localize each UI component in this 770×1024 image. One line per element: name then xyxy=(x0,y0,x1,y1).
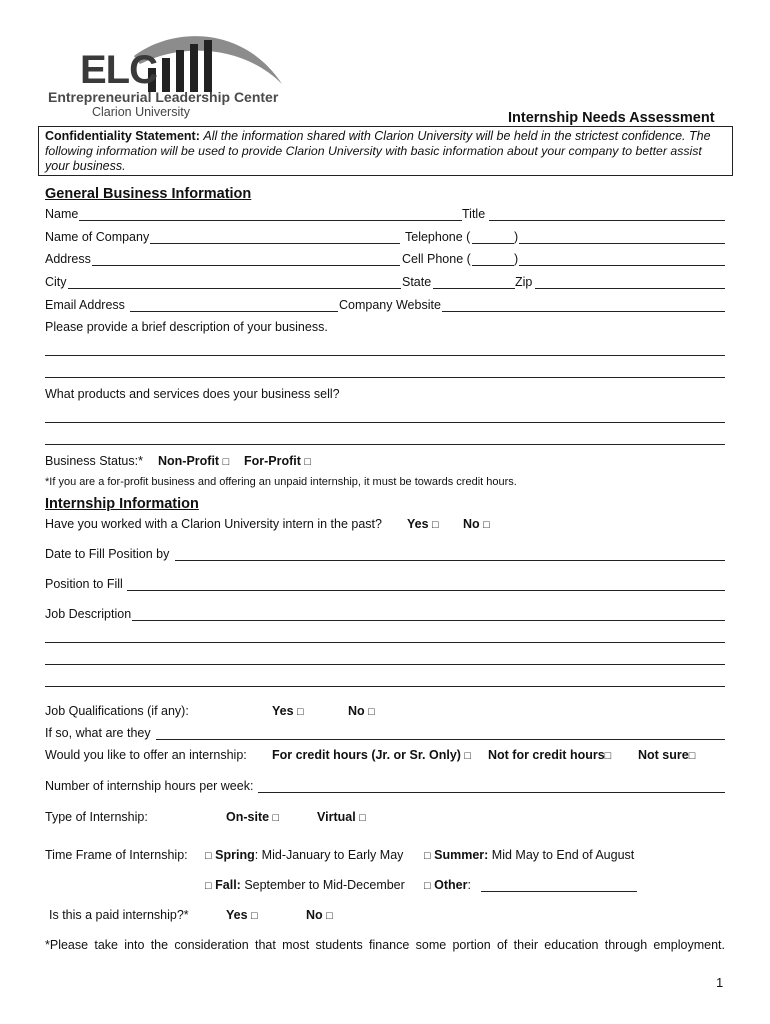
fall-text: September to Mid-December xyxy=(240,878,405,892)
general-heading: General Business Information xyxy=(45,186,252,202)
footnote: *Please take into the consideration that most students finance some portion of their education through employment. xyxy=(45,938,725,952)
business-description-line-1[interactable] xyxy=(45,355,725,356)
summer-option[interactable] xyxy=(424,848,634,862)
other-colon: : xyxy=(467,878,471,892)
not-credit-label: Not for credit hours xyxy=(488,748,605,762)
paid-internship-label: Is this a paid internship?* xyxy=(49,908,189,922)
other-label: Other xyxy=(434,878,468,892)
nonprofit-option[interactable] xyxy=(158,454,229,468)
paid-no-label: No xyxy=(306,908,323,922)
fall-option[interactable] xyxy=(205,878,405,892)
email-field[interactable] xyxy=(130,311,338,312)
telephone-paren-close: ) xyxy=(514,230,519,244)
confidentiality-text-1: All the information shared with Clarion University will be held in the strictest confidence. The xyxy=(203,129,711,143)
website-field[interactable] xyxy=(442,311,725,312)
state-field[interactable] xyxy=(433,288,515,289)
name-field[interactable] xyxy=(79,220,462,221)
paid-no-checkbox[interactable]: □ xyxy=(326,910,333,922)
virtual-label: Virtual xyxy=(317,810,356,824)
qualifications-yes-label: Yes xyxy=(272,704,294,718)
business-status-label: Business Status:* xyxy=(45,454,143,468)
telephone-label: Telephone ( xyxy=(405,230,471,244)
zip-field[interactable] xyxy=(535,288,725,289)
business-description-line-2[interactable] xyxy=(45,377,725,378)
qualifications-yes-option[interactable] xyxy=(272,704,304,718)
qualifications-field[interactable] xyxy=(156,739,725,740)
internship-heading: Internship Information xyxy=(45,496,199,512)
city-label: City xyxy=(45,275,67,289)
credit-hours-checkbox[interactable]: □ xyxy=(464,750,472,762)
other-checkbox[interactable]: □ xyxy=(424,880,431,892)
offer-internship-label: Would you like to offer an internship: xyxy=(45,748,247,762)
cell-area-code-field[interactable] xyxy=(472,265,514,266)
cell-paren-close: ) xyxy=(514,252,519,266)
position-to-fill-field[interactable] xyxy=(127,590,725,591)
telephone-area-code-field[interactable] xyxy=(472,243,514,244)
credit-hours-option[interactable] xyxy=(272,748,471,762)
onsite-option[interactable] xyxy=(226,810,279,824)
telephone-field[interactable] xyxy=(519,243,725,244)
university-name: Clarion University xyxy=(92,105,190,119)
logo-abbrev: ELC xyxy=(80,48,157,92)
paid-yes-option[interactable] xyxy=(226,908,258,922)
spring-label: Spring xyxy=(215,848,255,862)
confidentiality-line-1 xyxy=(45,129,711,143)
spring-option[interactable] xyxy=(205,848,403,862)
hours-per-week-label: Number of internship hours per week: xyxy=(45,779,254,793)
confidentiality-label: Confidentiality Statement: xyxy=(45,129,200,143)
worked-no-label: No xyxy=(463,517,480,531)
zip-label: Zip xyxy=(515,275,533,289)
position-to-fill-label: Position to Fill xyxy=(45,577,123,591)
city-field[interactable] xyxy=(68,288,401,289)
worked-no-checkbox[interactable]: □ xyxy=(483,519,490,531)
other-option[interactable] xyxy=(424,878,471,892)
nonprofit-label: Non-Profit xyxy=(158,454,220,468)
date-to-fill-field[interactable] xyxy=(175,560,725,561)
page-number: 1 xyxy=(716,975,724,990)
onsite-label: On-site xyxy=(226,810,270,824)
state-label: State xyxy=(402,275,432,289)
other-field[interactable] xyxy=(481,891,637,892)
cell-phone-label: Cell Phone ( xyxy=(402,252,471,266)
worked-no-option[interactable] xyxy=(463,517,490,531)
logo xyxy=(44,28,294,120)
spring-checkbox[interactable]: □ xyxy=(205,850,212,862)
email-label: Email Address xyxy=(45,298,125,312)
job-qualifications-label: Job Qualifications (if any): xyxy=(45,704,189,718)
form-title: Internship Needs Assessment xyxy=(508,110,715,126)
qualifications-no-option[interactable] xyxy=(348,704,375,718)
products-line-1[interactable] xyxy=(45,422,725,423)
hours-per-week-field[interactable] xyxy=(258,792,725,793)
not-credit-option[interactable] xyxy=(488,748,611,762)
paid-yes-checkbox[interactable]: □ xyxy=(251,910,258,922)
virtual-option[interactable] xyxy=(317,810,366,824)
not-sure-option[interactable] xyxy=(638,748,695,762)
forprofit-label: For-Profit xyxy=(244,454,301,468)
fall-checkbox[interactable]: □ xyxy=(205,880,212,892)
if-so-label: If so, what are they xyxy=(45,726,151,740)
address-label: Address xyxy=(45,252,91,266)
address-field[interactable] xyxy=(92,265,400,266)
not-sure-checkbox[interactable]: □ xyxy=(688,750,696,762)
qualifications-no-label: No xyxy=(348,704,365,718)
date-to-fill-label: Date to Fill Position by xyxy=(45,547,170,561)
worked-yes-label: Yes xyxy=(407,517,429,531)
onsite-checkbox[interactable]: □ xyxy=(272,812,280,824)
website-label: Company Website xyxy=(339,298,441,312)
org-name: Entrepreneurial Leadership Center xyxy=(48,89,279,105)
worked-yes-option[interactable] xyxy=(407,517,439,531)
summer-checkbox[interactable]: □ xyxy=(424,850,431,862)
spring-text: : Mid-January to Early May xyxy=(254,848,404,862)
job-description-line-3[interactable] xyxy=(45,664,725,665)
qualifications-yes-checkbox[interactable]: □ xyxy=(297,706,304,718)
title-label: Title xyxy=(462,207,486,221)
confidentiality-text-3: your business. xyxy=(45,159,126,173)
virtual-checkbox[interactable]: □ xyxy=(359,812,366,824)
credit-hours-label: For credit hours (Jr. or Sr. Only) xyxy=(272,748,461,762)
company-field[interactable] xyxy=(150,243,400,244)
summer-label: Summer: xyxy=(434,848,489,862)
forprofit-checkbox[interactable]: □ xyxy=(304,456,312,468)
business-description-label: Please provide a brief description of your business. xyxy=(45,320,328,334)
company-label: Name of Company xyxy=(45,230,150,244)
products-label: What products and services does your business sell? xyxy=(45,387,340,401)
fall-label: Fall: xyxy=(215,878,241,892)
worked-with-intern-label: Have you worked with a Clarion University intern in the past? xyxy=(45,517,382,531)
cell-phone-field[interactable] xyxy=(519,265,725,266)
job-description-line-1[interactable] xyxy=(132,620,725,621)
job-description-label: Job Description xyxy=(45,607,132,621)
worked-yes-checkbox[interactable]: □ xyxy=(432,519,439,531)
job-description-line-4[interactable] xyxy=(45,686,725,687)
name-label: Name xyxy=(45,207,79,221)
paid-yes-label: Yes xyxy=(226,908,248,922)
job-description-line-2[interactable] xyxy=(45,642,725,643)
confidentiality-text-2: following information will be used to provide Clarion University with basic information about your company to better assist xyxy=(45,144,702,158)
products-line-2[interactable] xyxy=(45,444,725,445)
summer-text: Mid May to End of August xyxy=(488,848,635,862)
qualifications-no-checkbox[interactable]: □ xyxy=(368,706,375,718)
paid-no-option[interactable] xyxy=(306,908,333,922)
not-credit-checkbox[interactable]: □ xyxy=(604,750,612,762)
forprofit-note: *If you are a for-profit business and offering an unpaid internship, it must be towards credit hours. xyxy=(45,476,517,488)
forprofit-option[interactable] xyxy=(244,454,311,468)
title-field[interactable] xyxy=(489,220,725,221)
time-frame-label: Time Frame of Internship: xyxy=(45,848,188,862)
not-sure-label: Not sure xyxy=(638,748,689,762)
nonprofit-checkbox[interactable]: □ xyxy=(222,456,230,468)
internship-type-label: Type of Internship: xyxy=(45,810,148,824)
